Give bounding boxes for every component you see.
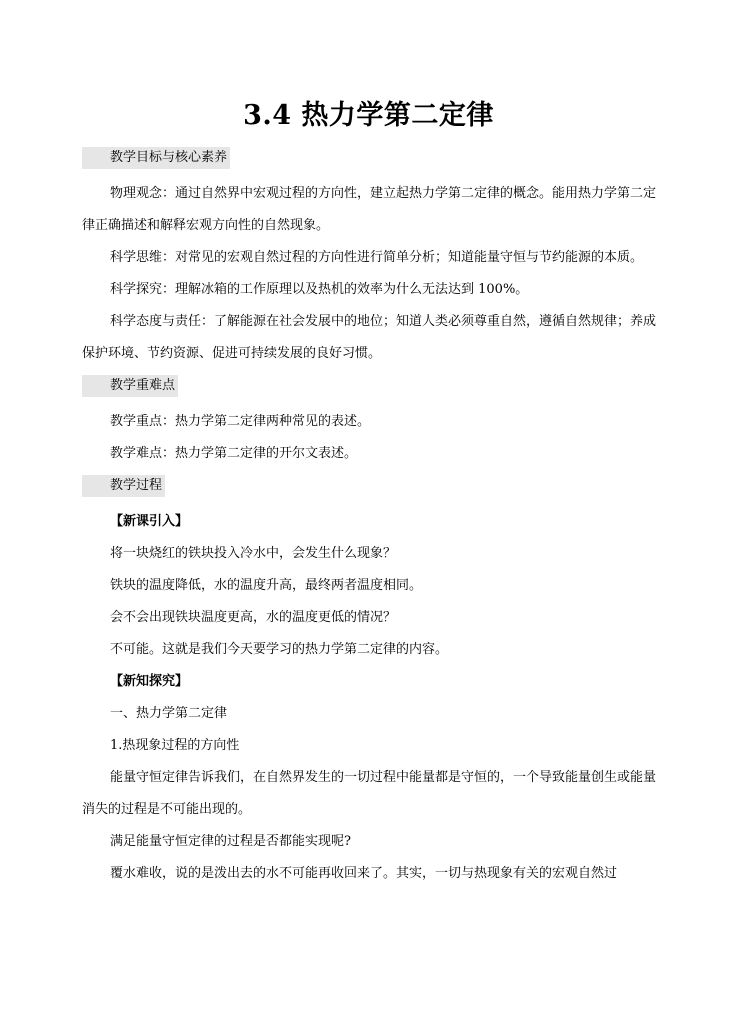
subheading-second-law: 一、热力学第二定律	[110, 706, 228, 721]
goal-scientific-thinking: 科学思维：对常见的宏观自然过程的方向性进行简单分析；知道能量守恒与节约能源的本质。	[110, 250, 644, 265]
subheading-direction: 1.热现象过程的方向性	[110, 738, 240, 753]
page-title: 3.4 热力学第二定律	[243, 100, 494, 131]
goal-attitude-responsibility: 科学态度与责任：了解能源在社会发展中的地位；知道人类必须尊重自然，遵循自然规律；养成保护环境、节约资源、促进可持续发展的良好习惯。	[82, 314, 657, 361]
keypoint-focus: 教学重点：热力学第二定律两种常见的表述。	[110, 414, 371, 429]
intro-line-3: 会不会出现铁块温度更高，水的温度更低的情况？	[110, 610, 397, 625]
intro-line-4: 不可能。这就是我们今天要学习的热力学第二定律的内容。	[110, 642, 449, 657]
intro-line-2: 铁块的温度降低，水的温度升高，最终两者温度相同。	[110, 578, 423, 593]
section-label-goals: 教学目标与核心素养	[82, 147, 230, 169]
explore-heading: 【新知探究】	[110, 674, 189, 689]
section-label-process: 教学过程	[82, 475, 165, 497]
explore-para-1: 能量守恒定律告诉我们，在自然界发生的一切过程中能量都是守恒的，一个导致能量创生或能量消失的过程是不可能出现的。	[82, 770, 657, 817]
goal-scientific-inquiry: 科学探究：理解冰箱的工作原理以及热机的效率为什么无法达到 100%。	[110, 282, 529, 297]
intro-heading: 【新课引入】	[110, 514, 189, 529]
explore-para-3: 覆水难收，说的是泼出去的水不可能再收回来了。其实，一切与热现象有关的宏观自然过	[110, 866, 618, 881]
section-process	[82, 474, 656, 498]
document-body	[82, 146, 656, 890]
intro-line-1: 将一块烧红的铁块投入冷水中，会发生什么现象？	[110, 546, 397, 561]
explore-para-2: 满足能量守恒定律的过程是否都能实现呢?	[110, 834, 351, 849]
section-goals	[82, 146, 656, 170]
section-label-keypoints: 教学重难点	[82, 375, 178, 397]
keypoint-difficulty: 教学难点：热力学第二定律的开尔文表述。	[110, 446, 358, 461]
section-keypoints	[82, 374, 656, 398]
goal-physics-concept: 物理观念：通过自然界中宏观过程的方向性，建立起热力学第二定律的概念。能用热力学第二定律正确描述和解释宏观方向性的自然现象。	[82, 186, 657, 233]
